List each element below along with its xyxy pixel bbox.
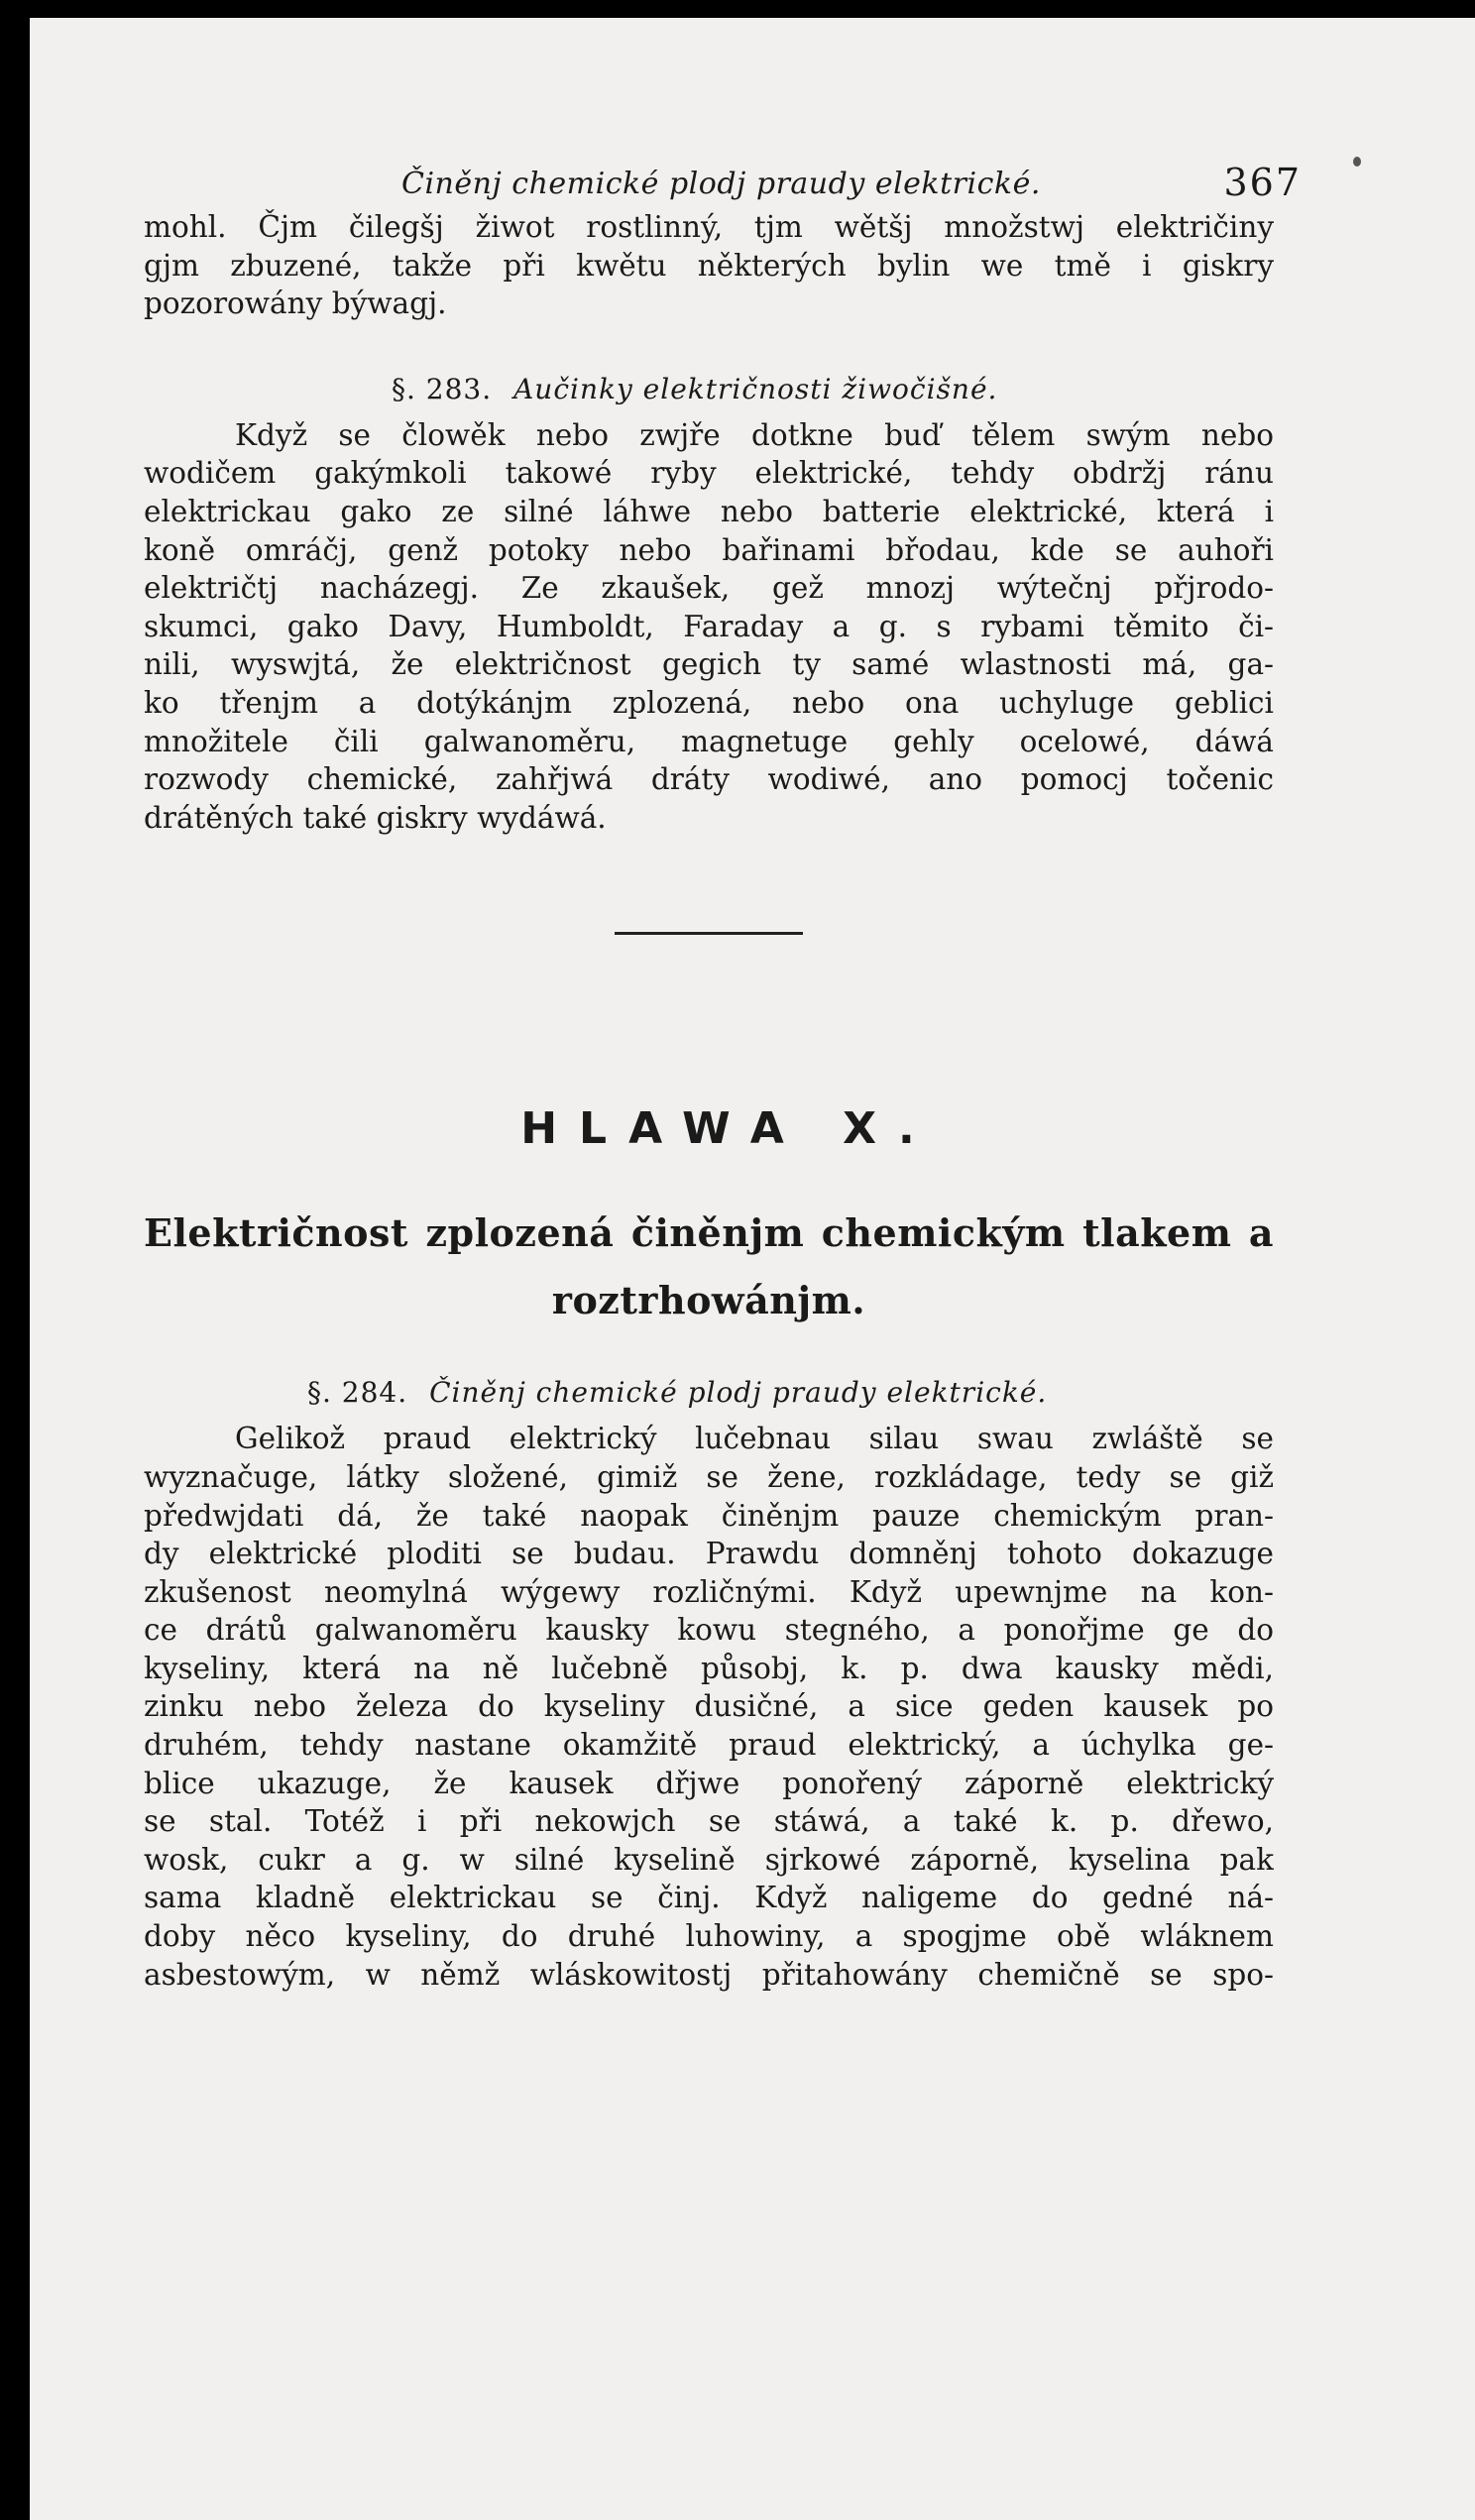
- text-line: rozwody chemické, zahřjwá dráty wodiwé, ano pomocj točenic: [144, 762, 1274, 797]
- text-line: blice ukazuge, že kausek dřjwe ponořený záporně elektrický: [144, 1766, 1274, 1800]
- running-head: [144, 147, 1302, 206]
- text-line: zkušenost neomylná wýgewy rozličnými. Když upewnjme na kon-: [144, 1574, 1274, 1609]
- intro-paragraph: [144, 208, 1274, 323]
- page-speck: [1353, 157, 1361, 167]
- section-284-paragraph: [144, 1420, 1274, 1994]
- text-line: skumci, gako Davy, Humboldt, Faraday a g. s rybami těmito či-: [144, 609, 1274, 643]
- text-line: předwjdati dá, že také naopak činěnjm pauze chemickým pran-: [144, 1498, 1274, 1533]
- text-line: kyseliny, která na ně lučebně působj, k. p. dwa kausky mědi,: [144, 1651, 1274, 1685]
- text-line: se stal. Totéž i při nekowjch se stáwá, a také k. p. dřewo,: [144, 1804, 1274, 1839]
- text-line: Když se člowěk nebo zwjře dotkne buď tělem swým nebo: [235, 417, 1274, 452]
- text-line: drátěných také giskry wydáwá.: [144, 800, 607, 835]
- section-283-heading: [144, 373, 1274, 416]
- chapter-heading: HLAWA X.: [520, 1103, 937, 1155]
- chapter-subtitle-line: Električnost zplozená činěnjm chemickým tlakem a: [144, 1210, 1274, 1256]
- running-title: Činěnj chemické plodj praudy elektrické.: [401, 167, 1041, 201]
- page-content: [144, 147, 1302, 1994]
- text-line: gjm zbuzené, takže při kwětu některých bylin we tmě i giskry: [144, 248, 1274, 283]
- text-line: koně omráčj, genž potoky nebo bařinami břodau, kde se auhoři: [144, 532, 1274, 567]
- section-284-heading: [144, 1376, 1274, 1420]
- text-line: množitele čili galwanoměru, magnetuge gehly ocelowé, dáwá: [144, 724, 1274, 758]
- page-number: 367: [1223, 161, 1302, 204]
- text-line: Gelikož praud elektrický lučebnau silau swau zwláště se: [235, 1422, 1274, 1456]
- text-line: elektrickau gako ze silné láhwe nebo batterie elektrické, která i: [144, 494, 1274, 528]
- section-number: §. 284.: [307, 1376, 408, 1410]
- text-line: ce drátů galwanoměru kausky kowu stegného, a ponořjme ge do: [144, 1613, 1274, 1648]
- section-divider: [615, 932, 803, 935]
- chapter-subtitle-line: roztrhowánjm.: [551, 1278, 866, 1323]
- chapter-subtitle: [144, 1200, 1274, 1334]
- text-line: nili, wyswjtá, že električnost gegich ty samé wlastnosti má, ga-: [144, 647, 1274, 682]
- text-line: mohl. Čjm čilegšj žiwot rostlinný, tjm wětšj množstwj električiny: [144, 210, 1274, 244]
- text-line: pozorowány býwagj.: [144, 286, 447, 321]
- text-line: sama kladně elektrickau se činj. Když naligeme do gedné ná-: [144, 1881, 1274, 1915]
- text-line: asbestowým, w němž wláskowitostj přitahowány chemičně se spo-: [144, 1957, 1274, 1992]
- text-line: wosk, cukr a g. w silné kyselině sjrkowé záporně, kyselina pak: [144, 1842, 1274, 1877]
- text-line: doby něco kyseliny, do druhé luhowiny, a spogjme obě wláknem: [144, 1919, 1274, 1954]
- section-number: §. 283.: [392, 372, 493, 405]
- book-page: [30, 18, 1475, 2520]
- text-line: zinku nebo železa do kyseliny dusičné, a sice geden kausek po: [144, 1689, 1274, 1724]
- text-line: dy elektrické ploditi se budau. Prawdu domněnj tohoto dokazuge: [144, 1537, 1274, 1571]
- text-line: električtj nacházegj. Ze zkaušek, gež mnozj wýtečnj přjrodo-: [144, 571, 1274, 606]
- section-title: Činěnj chemické plodj praudy elektrické.: [429, 1376, 1048, 1410]
- section-title: Aučinky električnosti žiwočišné.: [513, 372, 998, 405]
- text-line: ko třenjm a dotýkánjm zplozená, nebo ona uchyluge geblici: [144, 685, 1274, 720]
- text-line: wyznačuge, látky složené, gimiž se žene, rozkládage, tedy se giž: [144, 1459, 1274, 1494]
- text-line: druhém, tehdy nastane okamžitě praud elektrický, a úchylka ge-: [144, 1728, 1274, 1763]
- section-283-paragraph: [144, 416, 1274, 838]
- text-line: wodičem gakýmkoli takowé ryby elektrické, tehdy obdržj ránu: [144, 456, 1274, 491]
